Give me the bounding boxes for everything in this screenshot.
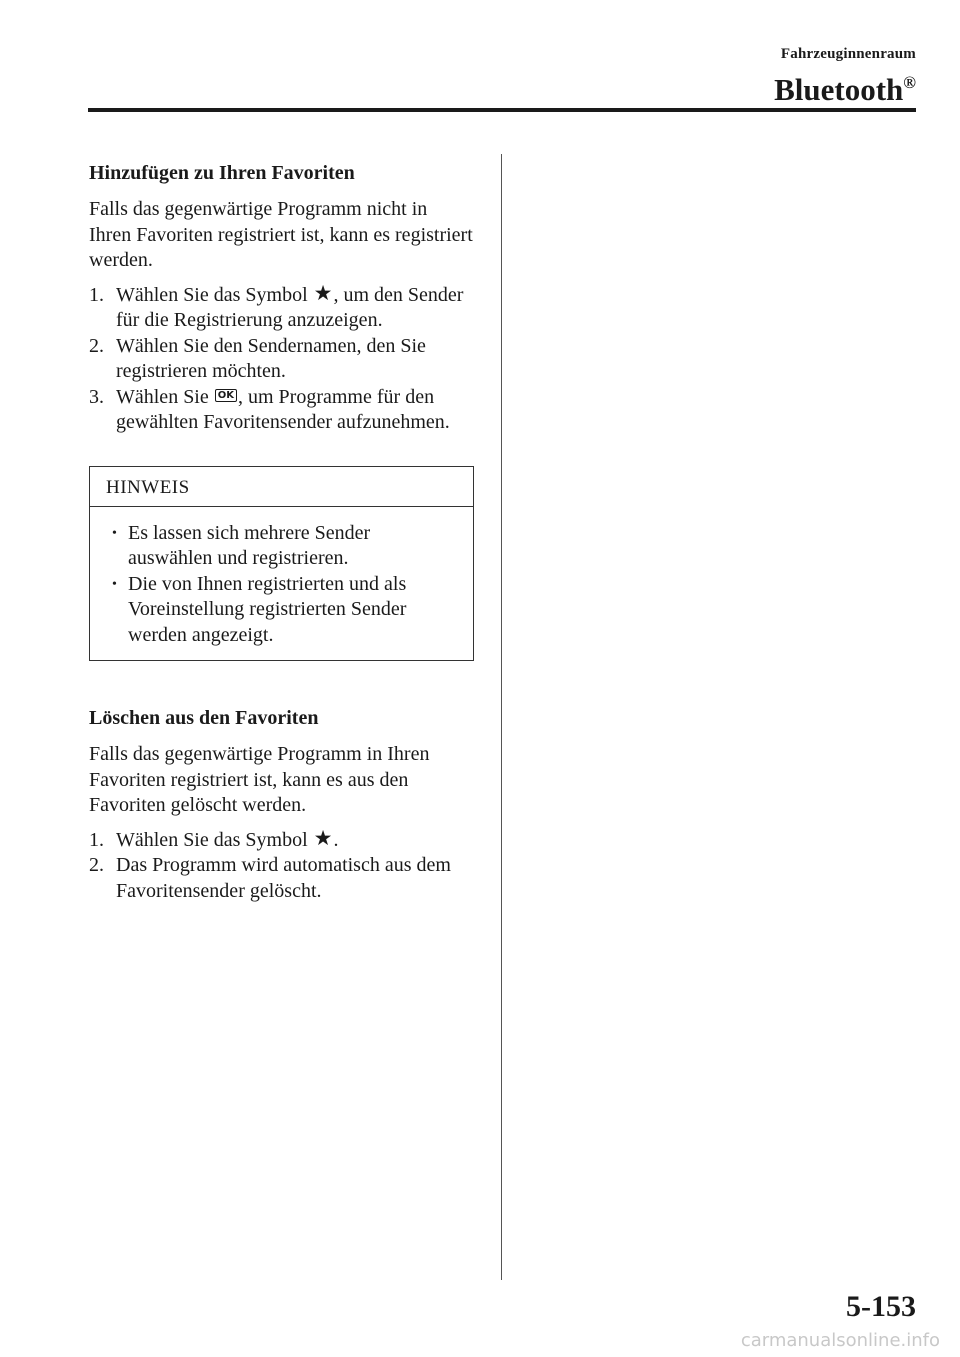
list-item — [89, 853, 474, 904]
step-number: 2. — [89, 334, 104, 357]
step-text: . — [333, 828, 339, 851]
step-text: Wählen Sie das Symbol — [116, 283, 313, 306]
column-divider — [501, 154, 502, 1280]
add-favorites-heading: Hinzufügen zu Ihren Favoriten — [89, 162, 355, 184]
star-icon: ★ — [313, 280, 333, 305]
list-item — [112, 521, 459, 572]
note-box — [89, 466, 474, 662]
left-column — [89, 160, 474, 904]
list-item — [89, 280, 474, 334]
delete-favorites-steps — [89, 825, 474, 905]
step-text: Das Programm wird automatisch aus dem Favoritensender gelöscht. — [116, 854, 451, 902]
note-title: HINWEIS — [90, 467, 473, 507]
step-text: Wählen Sie den Sendernamen, den Sie registrieren möchten. — [116, 334, 426, 382]
step-number: 3. — [89, 385, 104, 408]
chapter-title — [774, 65, 916, 108]
ok-icon: OK — [215, 389, 237, 402]
bullet-icon: • — [112, 576, 117, 592]
step-text: , um den Sender für die Registrierung anzuzeigen. — [116, 283, 464, 331]
list-item — [89, 385, 474, 436]
note-text: Es lassen sich mehrere Sender auswählen und registrieren. — [128, 521, 371, 569]
add-favorites-intro: Falls das gegenwärtige Programm nicht in Ihren Favoriten registriert ist, kann es registriert werden. — [89, 198, 473, 271]
step-number: 1. — [89, 283, 104, 306]
header-rule — [88, 108, 916, 112]
registered-mark: ® — [903, 73, 916, 92]
step-number: 1. — [89, 828, 104, 851]
page-header — [774, 46, 916, 108]
list-item — [89, 334, 474, 385]
note-list — [90, 507, 473, 661]
section-spacer — [89, 661, 474, 705]
delete-favorites-intro: Falls das gegenwärtige Programm in Ihren Favoriten registriert ist, kann es aus den Favoriten gelöscht werden. — [89, 743, 430, 816]
page-number: 5-153 — [846, 1290, 916, 1323]
step-text: Wählen Sie das Symbol — [116, 828, 313, 851]
star-icon: ★ — [313, 825, 333, 850]
step-number: 2. — [89, 854, 104, 876]
note-text: Die von Ihnen registrierten und als Voreinstellung registrierten Sender werden angezeigt. — [128, 572, 407, 646]
list-item — [89, 825, 474, 854]
chapter-title-text: Bluetooth — [774, 72, 904, 107]
add-favorites-steps — [89, 280, 474, 436]
step-text: , um Programme für den gewählten Favoritensender aufzunehmen. — [116, 385, 450, 433]
watermark: carmanualsonline.info — [740, 1330, 940, 1351]
bullet-icon: • — [112, 525, 117, 541]
list-item — [112, 572, 459, 649]
section-title: Fahrzeuginnenraum — [780, 46, 916, 62]
step-text: Wählen Sie — [116, 385, 214, 408]
delete-favorites-heading: Löschen aus den Favoriten — [89, 707, 319, 729]
